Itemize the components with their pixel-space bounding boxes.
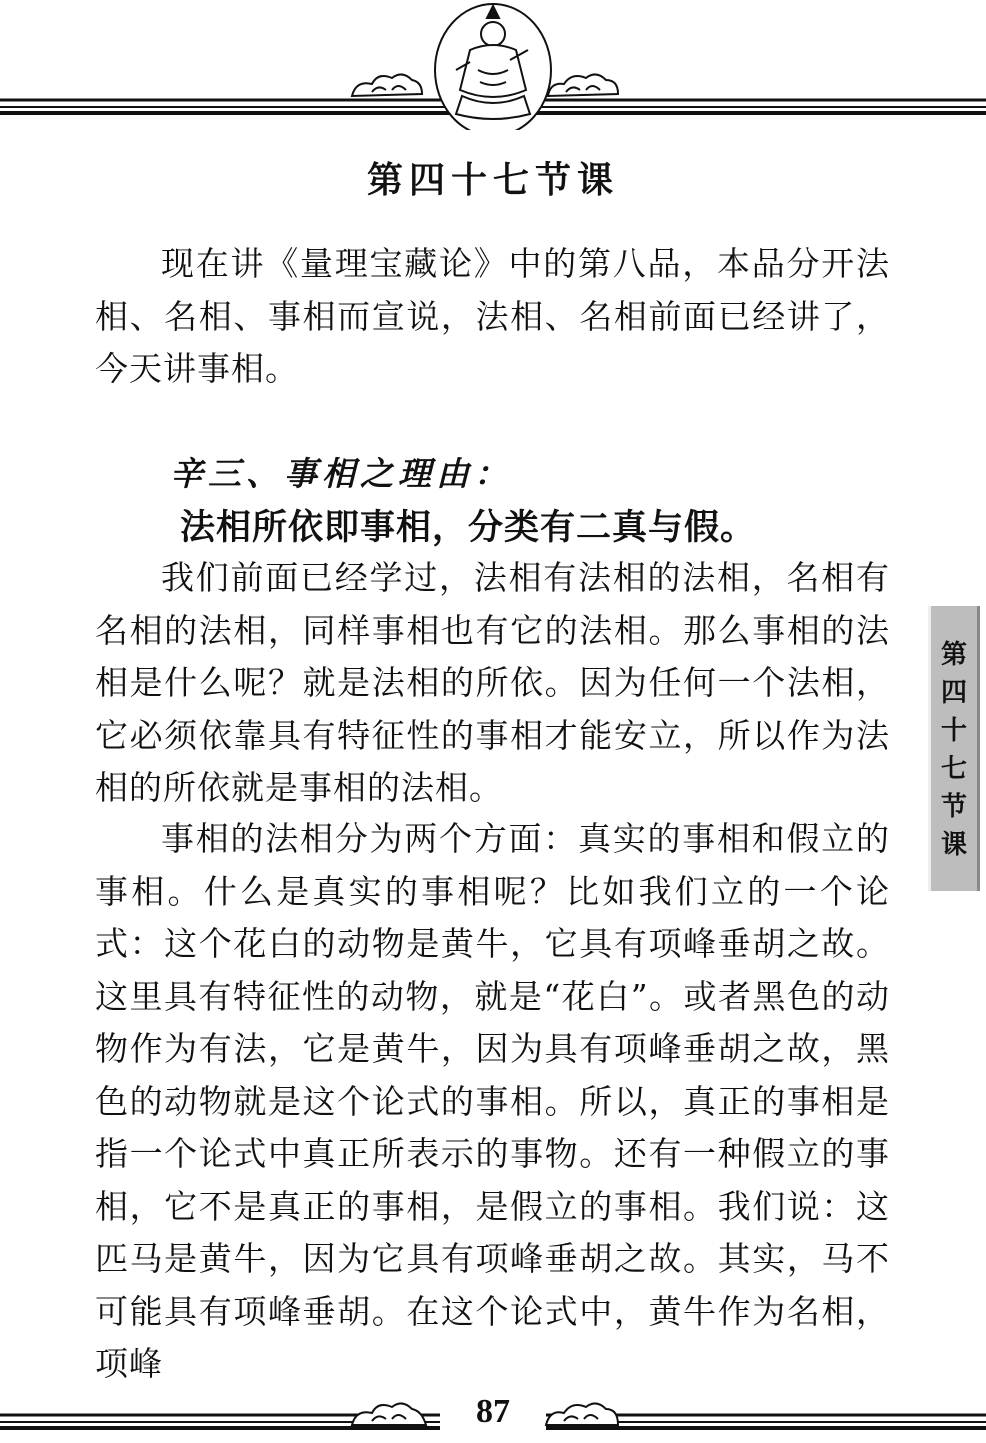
page-number: 87 bbox=[476, 1393, 510, 1430]
body-paragraph: 我们前面已经学过，法相有法相的法相，名相有名相的法相，同样事相也有它的法相。那么事相的法相是什么呢？就是法相的所依。因为任何一个法相，它必须依靠具有特征性的事相才能安立，所以作为法相的所依就是事相的法相。 bbox=[95, 558, 890, 807]
section-heading: 辛三、事相之理由： bbox=[170, 454, 512, 493]
root-verse: 法相所依即事相，分类有二真与假。 bbox=[180, 508, 757, 548]
header-ornament bbox=[0, 0, 986, 130]
body-paragraph: 事相的法相分为两个方面：真实的事相和假立的事相。什么是真实的事相呢？比如我们立的一个论式：这个花白的动物是黄牛，它具有项峰垂胡之故。这里具有特征性的动物，就是“花白”。或者黑色的动物作为有法，它是黄牛，因为具有项峰垂胡之故，黑色的动物就是这个论式的事相。所以，真正的事相是指一个论式中真正所表示的事物。还有一种假立的事相，它不是真正的事相，是假立的事相。我们说：这匹马是黄牛，因为它具有项峰垂胡之故。其实，马不可能具有项峰垂胡。在这个论式中，黄牛作为名相，项峰 bbox=[95, 819, 890, 1383]
chapter-title: 第四十七节课 bbox=[366, 159, 619, 201]
cloud-left-icon bbox=[352, 74, 422, 96]
deity-figure-icon bbox=[435, 4, 551, 130]
side-tab-label: 第四十七节课 bbox=[940, 640, 967, 860]
side-chapter-tab bbox=[928, 606, 980, 891]
cloud-right-icon bbox=[548, 74, 618, 96]
body-paragraph: 现在讲《量理宝藏论》中的第八品，本品分开法相、名相、事相而宣说，法相、名相前面已经讲了，今天讲事相。 bbox=[95, 244, 890, 388]
